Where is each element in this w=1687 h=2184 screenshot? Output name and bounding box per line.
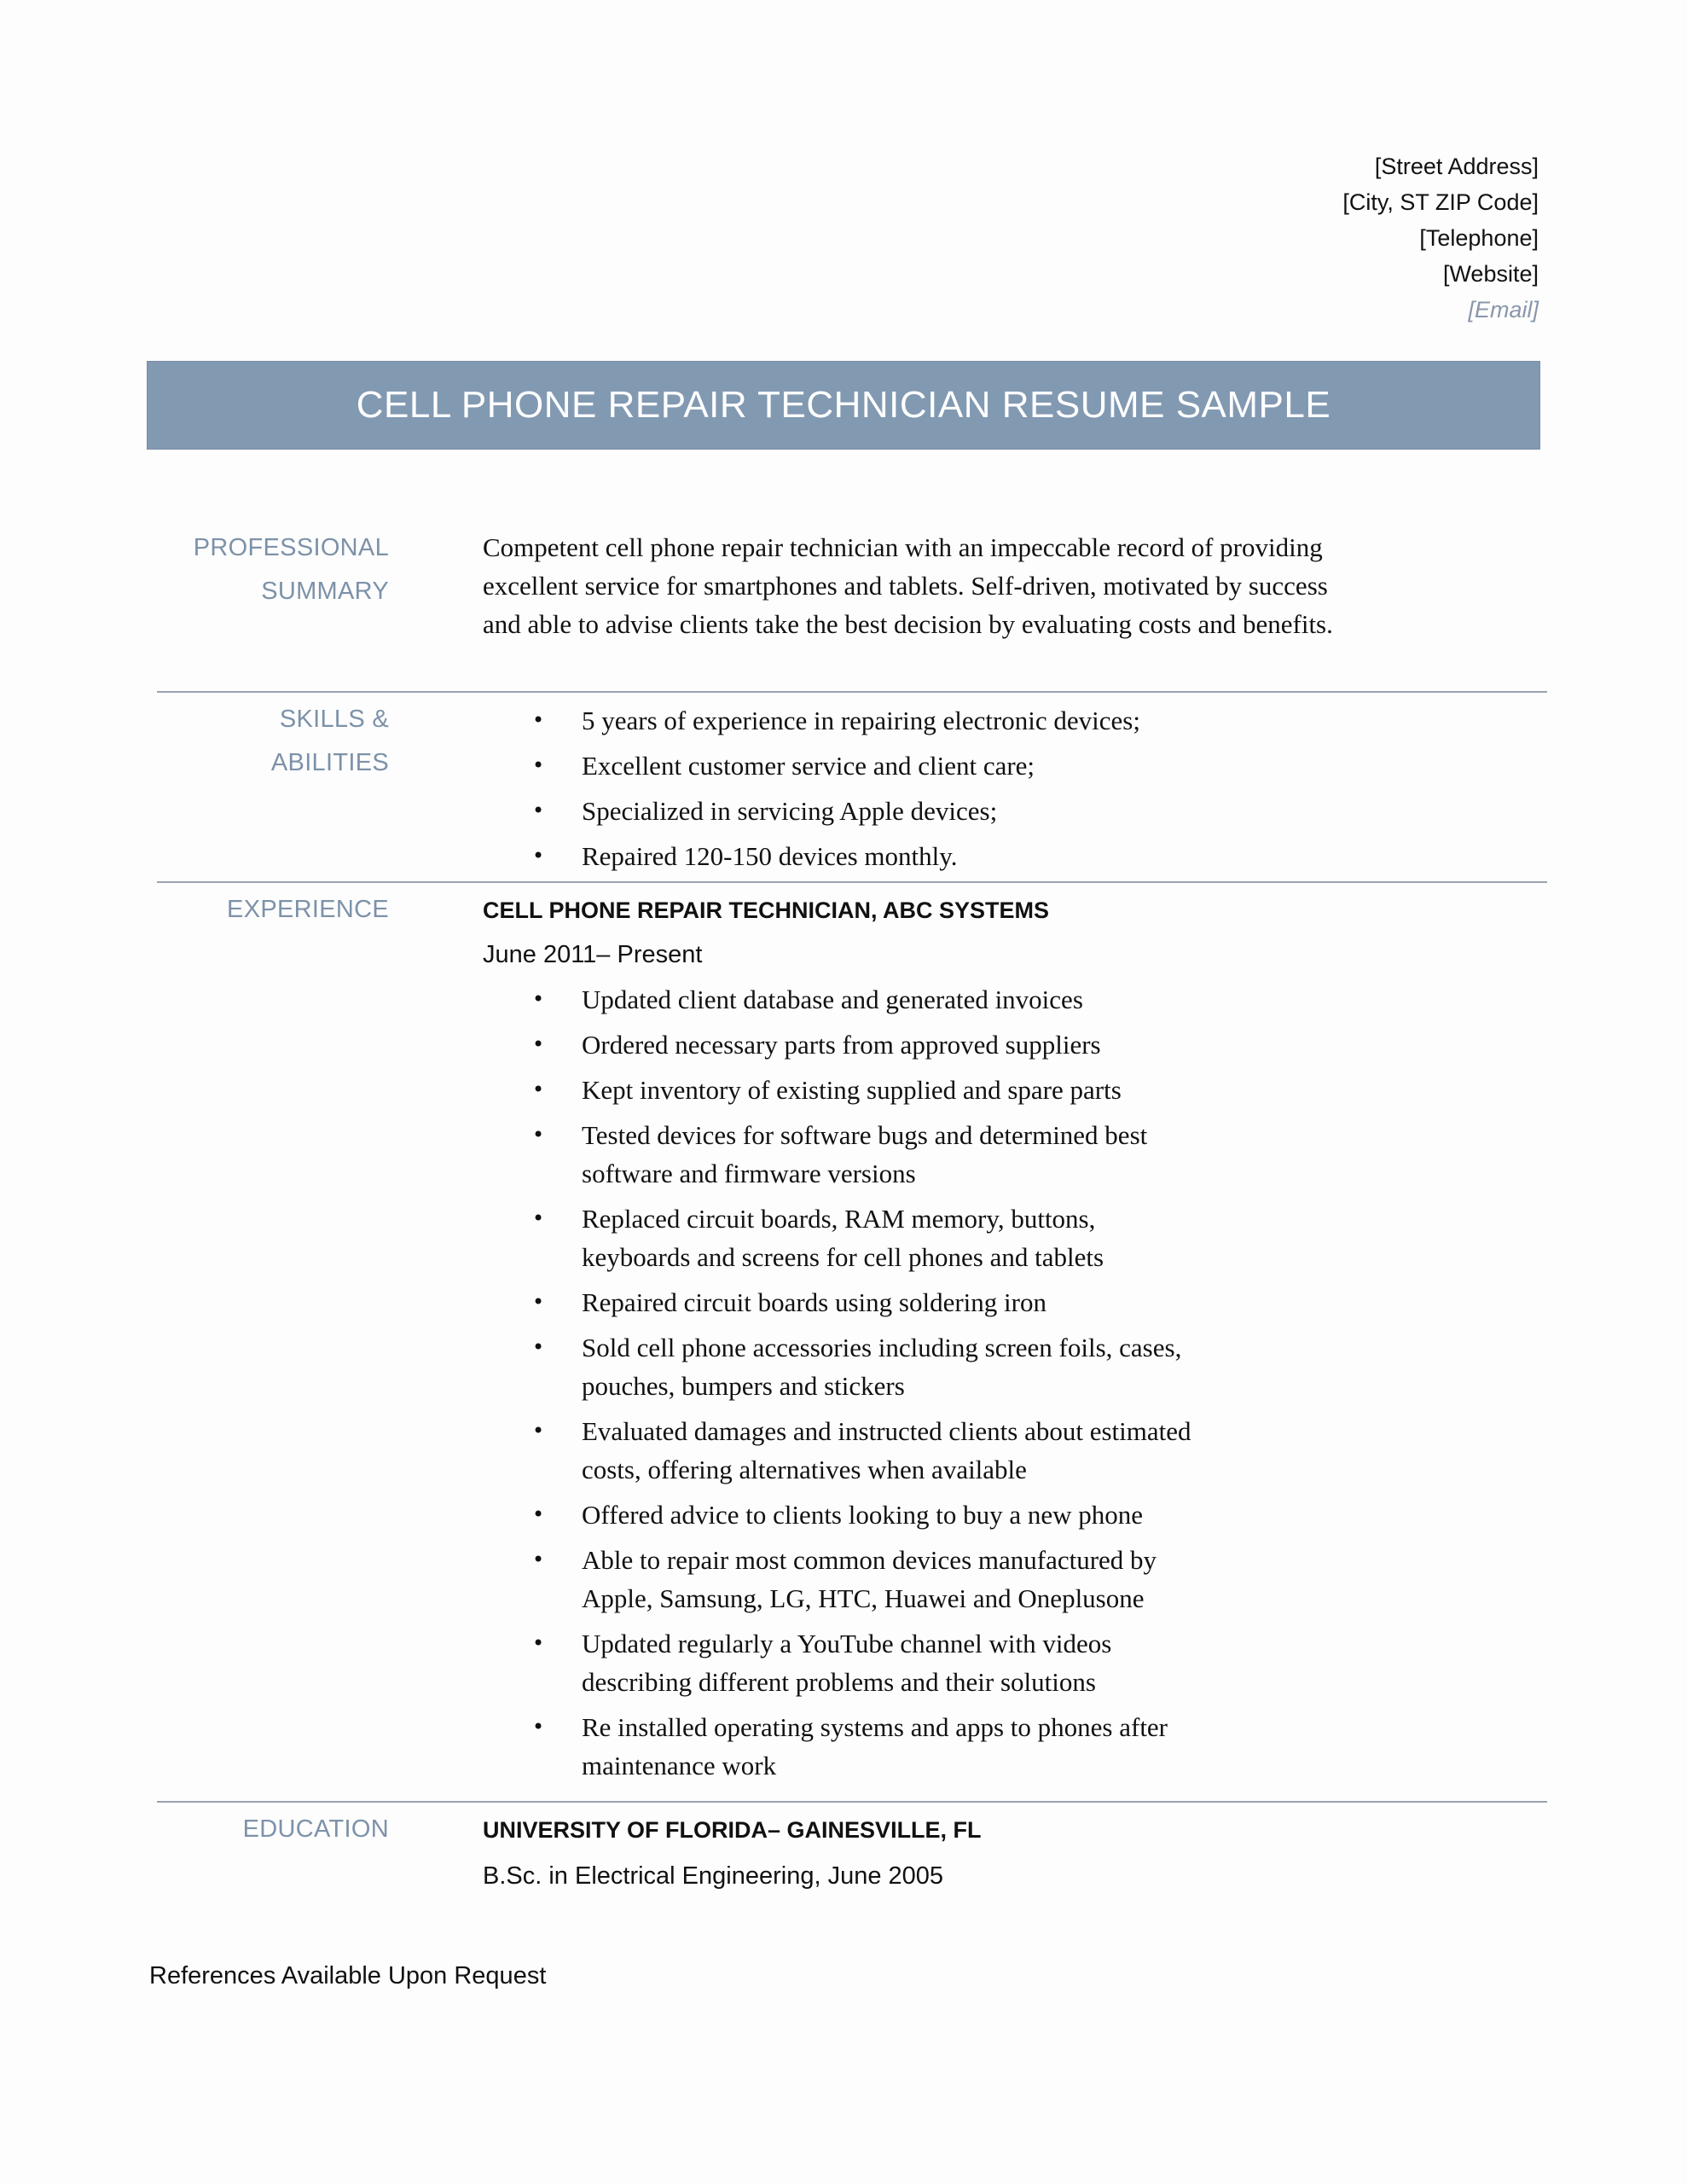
bullet-icon: • [532,987,545,1011]
skills-label: SKILLS & ABILITIES [270,706,389,776]
summary-label-line1: PROFESSIONAL [193,534,389,561]
degree: B.Sc. in Electrical Engineering, June 2005 [483,1862,944,1890]
job-dates: June 2011– Present [483,941,703,968]
divider-education [157,1801,1547,1803]
list-item: • Sold cell phone accessories including screen foils, cases, pouches, bumpers and stickers [483,1328,1196,1405]
city-state-zip: [City, ST ZIP Code] [1342,189,1539,215]
summary-label-line2: SUMMARY [261,578,389,605]
bullet-icon: • [532,1631,545,1655]
bullet-icon: • [532,708,545,732]
bullet-icon: • [532,799,545,822]
skills-section [157,698,1547,877]
experience-content [483,893,1489,1792]
list-item: • Evaluated damages and instructed clients about estimated costs, offering alternatives when available [483,1412,1196,1489]
page-title: CELL PHONE REPAIR TECHNICIAN RESUME SAMPLE [356,384,1331,426]
education-label: EDUCATION [242,1815,389,1843]
list-item: • Tested devices for software bugs and determined best software and firmware versions [483,1116,1196,1193]
bullet-icon: • [532,844,545,868]
skills-content [483,701,1489,882]
title-banner [147,361,1540,450]
contact-block [1342,148,1539,328]
divider-experience [157,881,1547,883]
experience-section [157,888,1547,1792]
list-item: • Updated regularly a YouTube channel with videos describing different problems and their solutions [483,1624,1196,1701]
bullet-icon: • [532,1548,545,1571]
list-item: • Able to repair most common devices manufactured by Apple, Samsung, LG, HTC, Huawei and Oneplusone [483,1541,1196,1618]
bullet-icon: • [532,753,545,777]
experience-label: EXPERIENCE [227,896,389,923]
school-name: UNIVERSITY OF FLORIDA– GAINESVILLE, FL [483,1817,982,1843]
bullet-icon: • [532,1502,545,1526]
street-address: [Street Address] [1374,154,1539,179]
skills-list [483,701,1489,875]
summary-text: Competent cell phone repair technician with an impeccable record of providing excellent service for smartphones and tablets. Self-driven, motivated by success and able to advise clients take the best decision by evaluating costs and benefits. [483,532,1333,639]
bullet-icon: • [532,1419,545,1443]
list-item: • Offered advice to clients looking to buy a new phone [483,1496,1196,1534]
education-content [483,1813,1489,1893]
bullet-icon: • [532,1032,545,1056]
bullet-icon: • [532,1715,545,1739]
telephone: [Telephone] [1419,225,1539,251]
list-item: • Kept inventory of existing supplied and spare parts [483,1071,1196,1109]
email: [Email] [1468,297,1539,322]
list-item: • Replaced circuit boards, RAM memory, buttons, keyboards and screens for cell phones and tablets [483,1199,1196,1276]
list-item: • 5 years of experience in repairing electronic devices; [483,701,1196,740]
bullet-icon: • [532,1206,545,1230]
experience-list [483,980,1489,1785]
education-section [157,1808,1547,1910]
list-item: • Ordered necessary parts from approved suppliers [483,1025,1196,1064]
summary-section [157,526,1547,680]
list-item: • Updated client database and generated invoices [483,980,1196,1019]
job-title: CELL PHONE REPAIR TECHNICIAN, ABC SYSTEMS [483,897,1050,923]
website: [Website] [1442,261,1539,287]
list-item: • Specialized in servicing Apple devices; [483,792,1196,830]
summary-label [157,526,389,613]
bullet-icon: • [532,1335,545,1359]
list-item: • Excellent customer service and client care; [483,746,1196,785]
bullet-icon: • [532,1290,545,1314]
list-item: • Repaired 120-150 devices monthly. [483,837,1196,875]
list-item: • Re installed operating systems and apps to phones after maintenance work [483,1708,1196,1785]
divider-skills [157,691,1547,693]
bullet-icon: • [532,1077,545,1101]
references-note: References Available Upon Request [149,1962,547,1989]
list-item: • Repaired circuit boards using soldering iron [483,1283,1196,1321]
bullet-icon: • [532,1123,545,1147]
summary-content [483,528,1506,643]
